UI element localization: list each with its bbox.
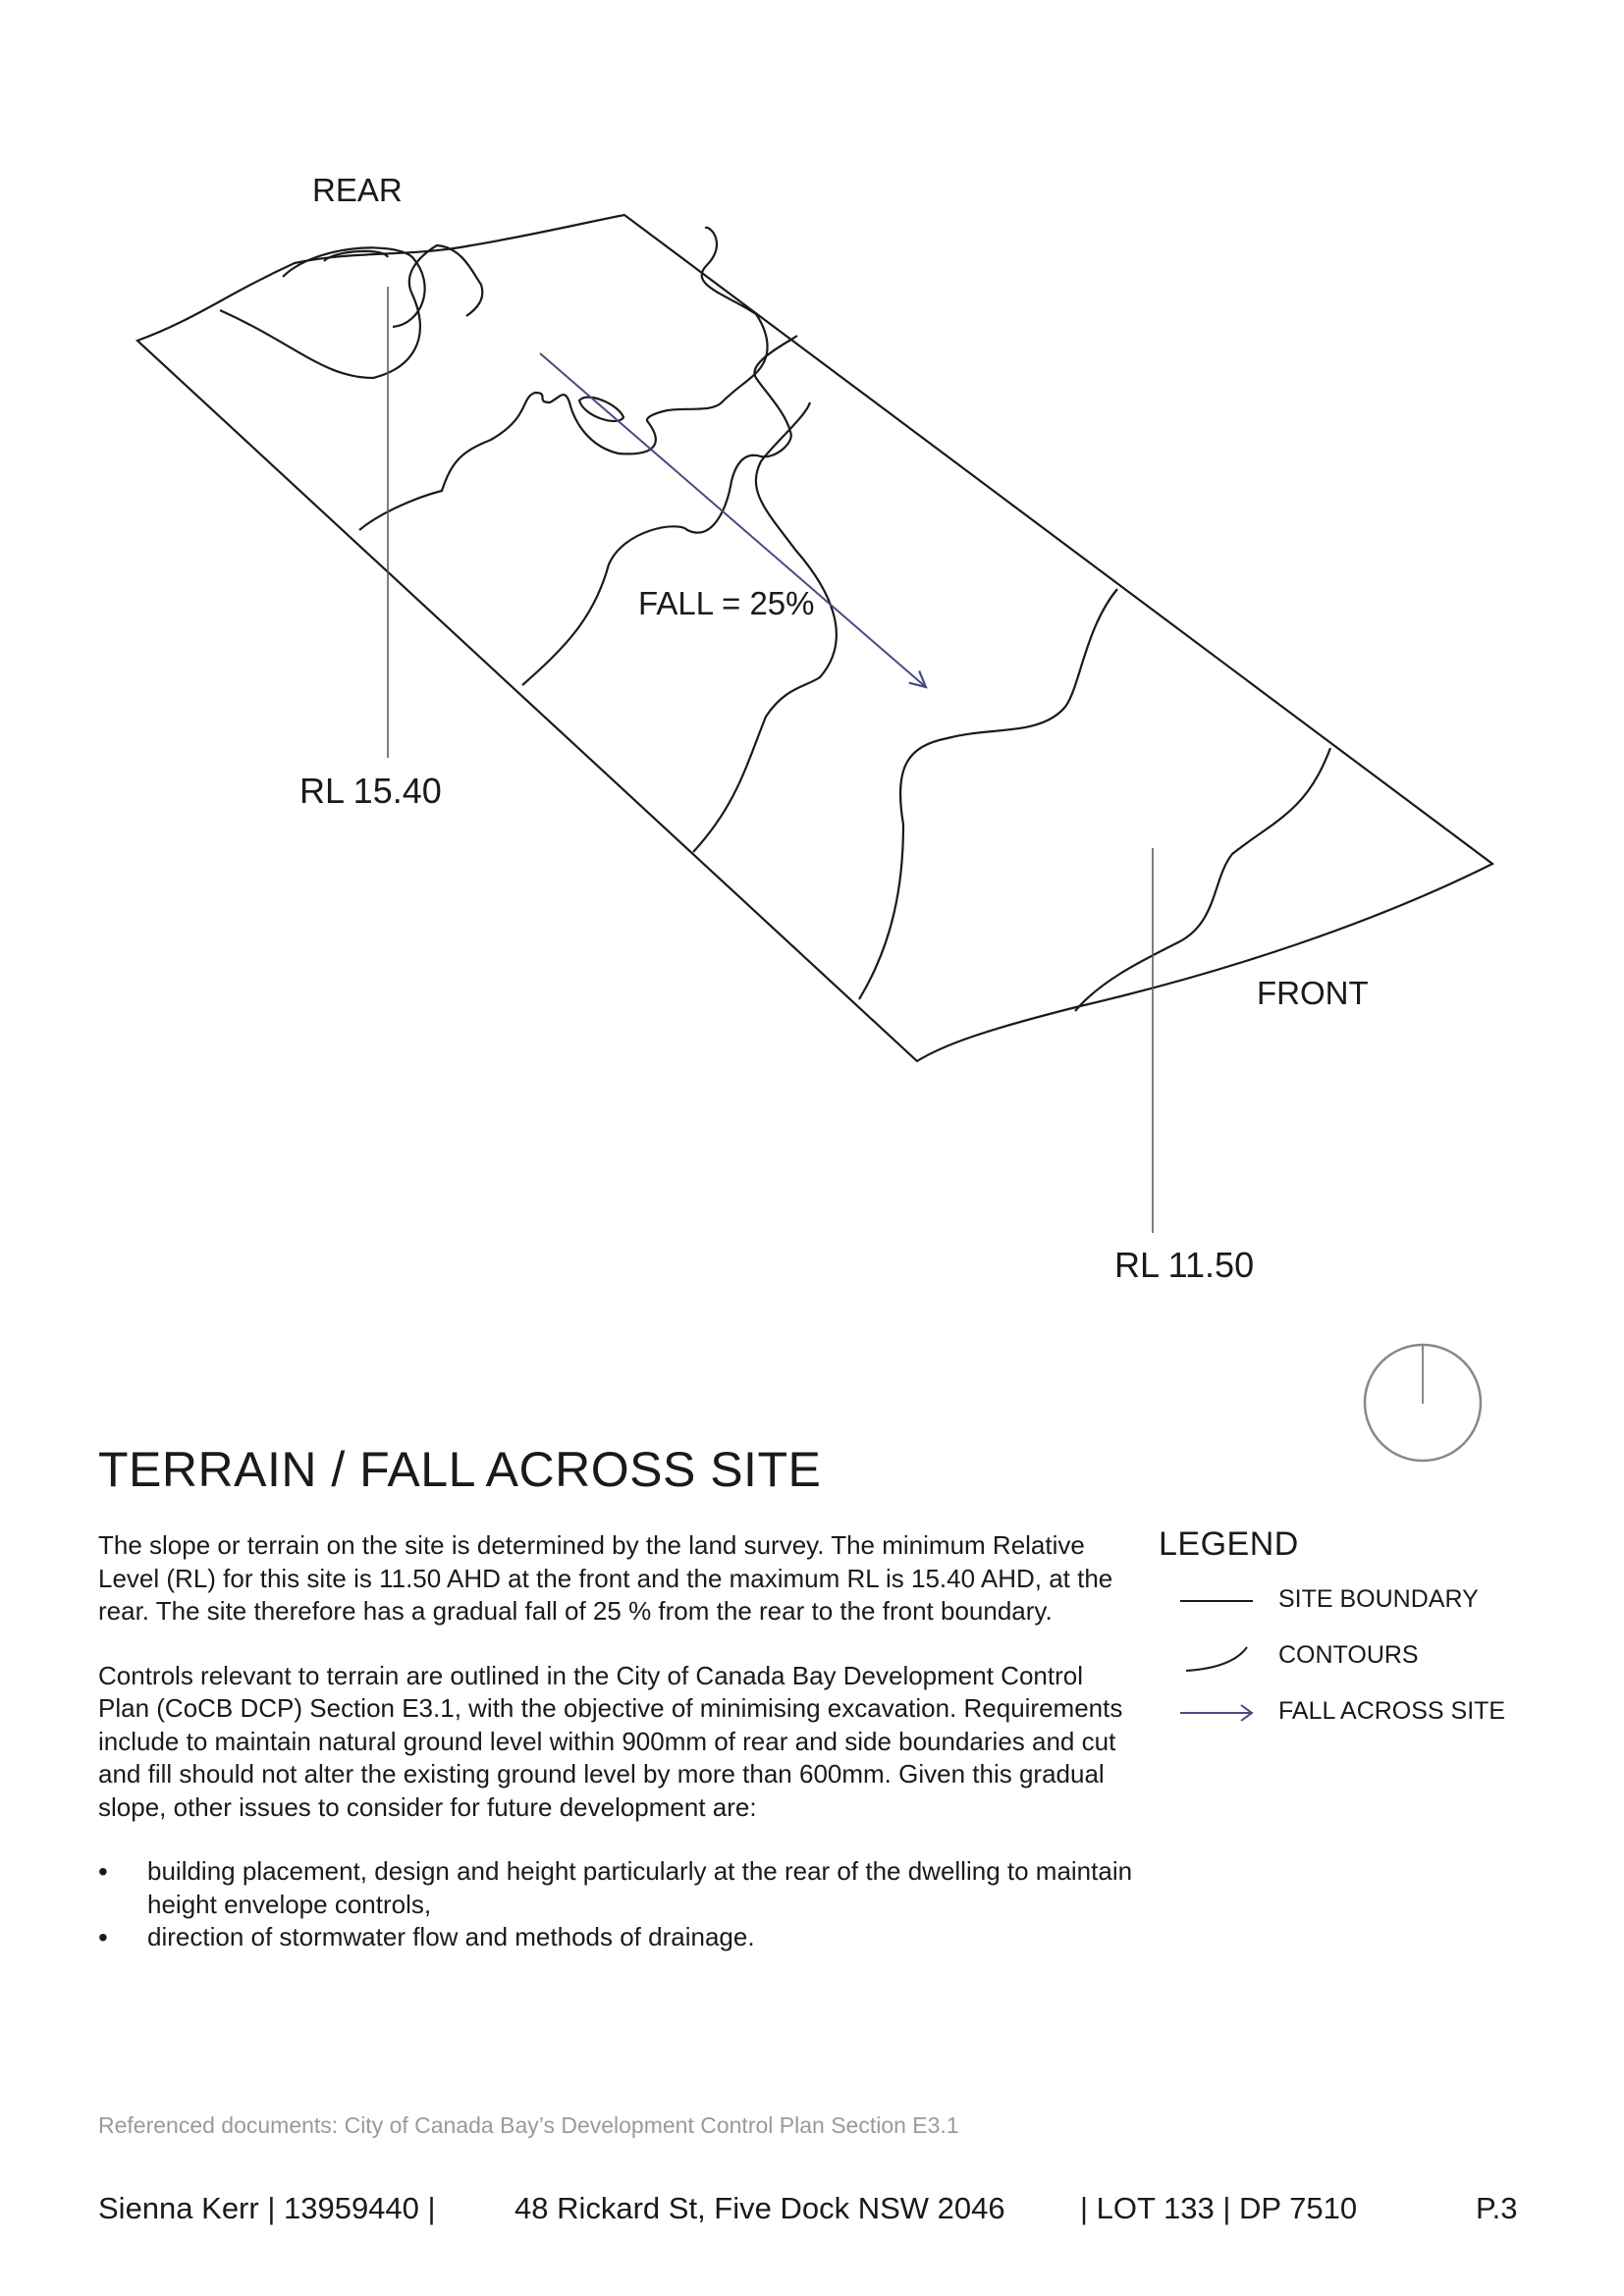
north-arrow-icon xyxy=(1365,1345,1481,1461)
contour-line xyxy=(220,245,482,378)
legend-item-label: FALL ACROSS SITE xyxy=(1278,1697,1506,1725)
page-number: P.3 xyxy=(1476,2191,1518,2225)
paragraph: Controls relevant to terrain are outlined in the City of Canada Bay Development Control Plan (CoCB DCP) Section E3.1, with the objective of minimising excavation. Requirements include to maintain natural ground level within 900mm of rear and side boundaries and cut and fill should not alter the existing ground level by more than 600mm. Given this gradual slope, other issues to consider for future development are: xyxy=(98,1660,1123,1822)
contour-line xyxy=(283,247,425,327)
contour-line xyxy=(693,402,837,852)
contour-line xyxy=(522,336,797,685)
contour-line xyxy=(1075,748,1330,1011)
arrow-right-icon xyxy=(1178,1693,1257,1733)
front-label: FRONT xyxy=(1257,975,1369,1011)
rl-low-label: RL 11.50 xyxy=(1114,1245,1255,1285)
list-item: • direction of stormwater flow and methods of drainage. xyxy=(98,1921,1139,1954)
legend xyxy=(1159,1525,1571,1749)
straight-line-icon xyxy=(1178,1581,1257,1621)
footer-author: Sienna Kerr | 13959440 | xyxy=(98,2191,436,2225)
legend-item-site-boundary xyxy=(1159,1581,1571,1637)
legend-title: LEGEND xyxy=(1159,1525,1299,1563)
fall-label: FALL = 25% xyxy=(638,585,815,621)
site-boundary xyxy=(137,215,1492,1061)
legend-item-fall-across-site xyxy=(1159,1693,1571,1749)
rl-high-label: RL 15.40 xyxy=(299,771,442,811)
bullet-list xyxy=(98,1855,1139,1954)
rear-label: REAR xyxy=(312,172,403,208)
legend-item-label: SITE BOUNDARY xyxy=(1278,1585,1479,1613)
legend-item-contours xyxy=(1159,1637,1571,1693)
curved-line-icon xyxy=(1178,1637,1257,1677)
body-text xyxy=(98,1529,1139,1954)
legend-item-label: CONTOURS xyxy=(1278,1641,1419,1669)
page-title: TERRAIN / FALL ACROSS SITE xyxy=(98,1442,822,1497)
footer-lot: | LOT 133 | DP 7510 xyxy=(1080,2191,1358,2225)
contour-line xyxy=(579,398,623,421)
paragraph: The slope or terrain on the site is determined by the land survey. The minimum Relative Level (RL) for this site is 11.50 AHD at the front and the maximum RL is 15.40 AHD, at the rear. The site therefore has a gradual fall of 25 % from the rear to the front boundary. xyxy=(98,1530,1113,1626)
referenced-documents: Referenced documents: City of Canada Bay’s Development Control Plan Section E3.1 xyxy=(98,2112,959,2138)
fall-arrow xyxy=(540,353,926,687)
contour-line xyxy=(359,228,768,530)
footer-address: 48 Rickard St, Five Dock NSW 2046 xyxy=(514,2191,1005,2225)
list-item: • building placement, design and height particularly at the rear of the dwelling to maintain height envelope controls, xyxy=(98,1855,1139,1921)
contour-line xyxy=(859,589,1117,999)
